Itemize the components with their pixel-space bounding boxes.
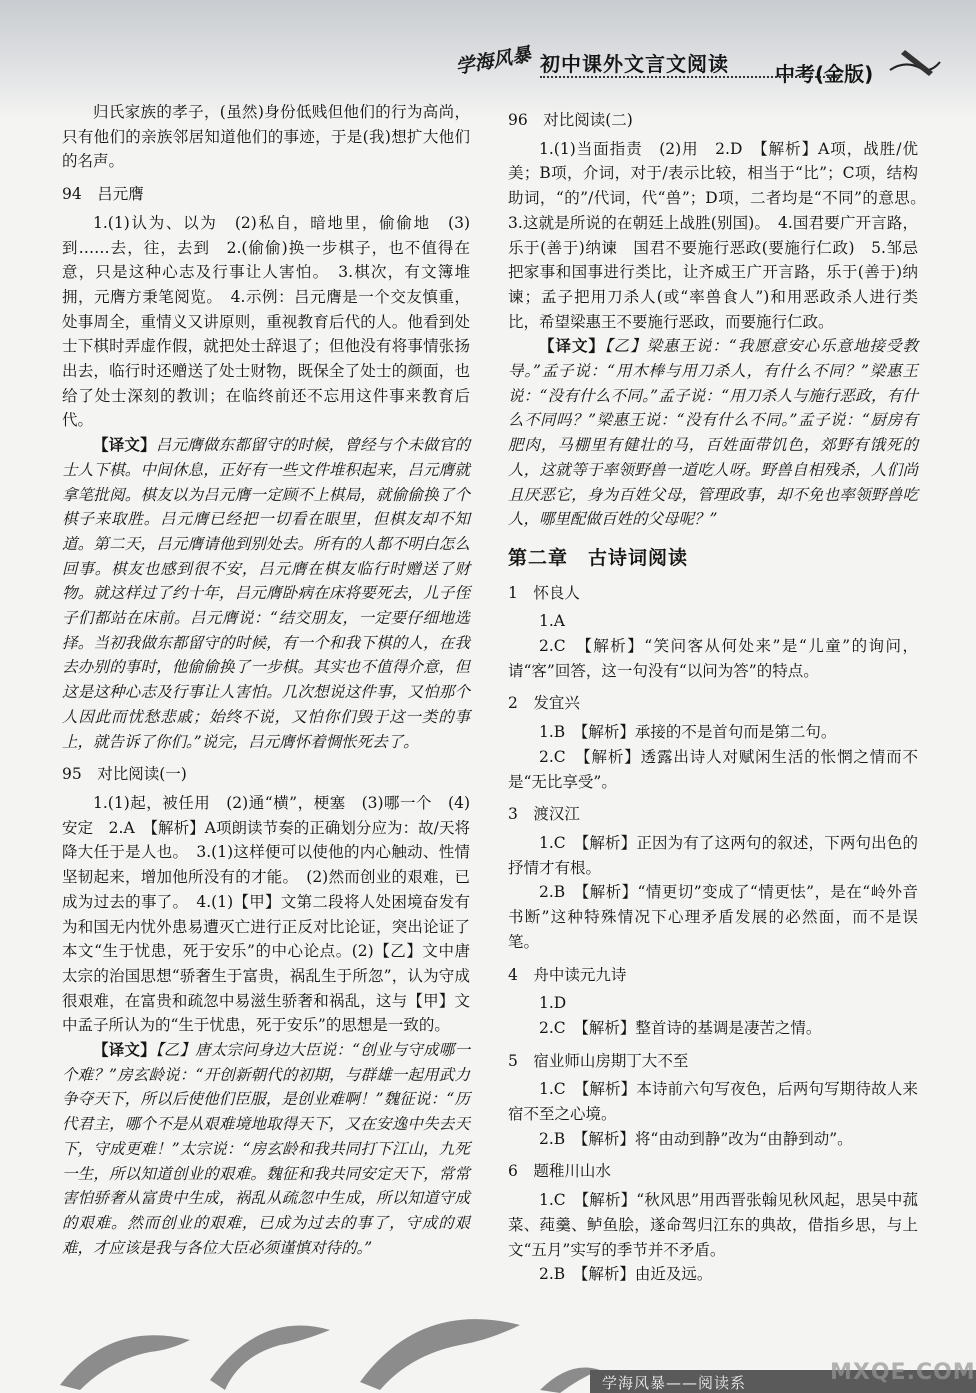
left-column [62,100,470,1260]
edition-label: 中考(金版) [775,62,874,86]
poem-title: 3 渡汉江 [508,805,580,824]
section-95-answers: 1.(1)起，被任用 (2)通“横”，梗塞 (3)哪一个 (4)安定 2.A 【解析】A项朗读节奏的正确划分应为：故/天将降大任于是人也。 3.(1)这样便可以使他的内心触动、性情坚韧起来，增加他所没有的才能。 (2)然而创业的艰难，已成为过去的事了。 4.(1)【甲】文第二段将人处困境奋发有为和国无内忧外患易遭灭亡进行正反对比论证，突出论证了本文“生于忧患，死于安乐”的中心论点。(2)【乙】文中唐太宗的治国思想“骄奢生于富贵，祸乱生于所忽”，认为守成很艰难，在富贵和疏忽中易滋生骄奢和祸乱，这与【甲】文中孟子所认为的“生于忧患，死于安乐”的思想是一致的。 [62,793,470,1035]
section-95-translation [62,1038,470,1260]
poem-answer: 2.C 【解析】透露出诗人对赋闲生活的怅惘之情而不是“无比享受”。 [508,747,918,791]
section-96-title: 96 对比阅读(二) [508,111,633,129]
poem-title: 4 舟中读元九诗 [508,965,627,984]
right-column [508,100,934,1287]
poem-answer: 1.A [539,612,565,631]
section-96-translation [508,334,918,532]
footer-series-text: 学海风暴——阅读系 [602,1374,747,1392]
poem-answer: 1.D [539,994,567,1013]
poem-answer: 1.B 【解析】承接的不是首句而是第二句。 [539,723,837,742]
poem-answer: 2.C 【解析】整首诗的基调是凄苦之情。 [539,1018,822,1037]
dolphin-icon [60,1319,600,1393]
poem-answer: 1.C 【解析】本诗前六句写夜色，后两句写期待故人来宿不至之心境。 [508,1080,918,1124]
poem-answer: 1.C 【解析】正因为有了这两句的叙述，下两句出色的抒情才有根。 [508,833,918,877]
section-96-answers: 1.(1)当面指责 (2)用 2.D 【解析】A项，战胜/优美；B项，介词，对于/表示比较，相当于“比”；C项，结构助词，“的”/代词，代“兽”；D项，二者均是“不同”的意思。 3.这就是所说的在朝廷上战胜(别国)。 4.国君要广开言路，乐于(善于)纳谏 国君不要施行恶政(要施行仁政) 5.邹忌把家事和国事进行类比，让齐威王广开言路，乐于(善于)纳谏；孟子把用刀杀人(或“率兽食人”)和用恶政杀人进行类比，希望梁惠王不要施行恶政，而要施行仁政。 [508,139,934,331]
intro-paragraph: 归氏家族的孝子，(虽然)身份低贱但他们的行为高尚，只有他们的亲族邻居知道他们的事迹，于是(我)想扩大他们的名声。 [62,103,470,171]
series-title: 初中课外文言文阅读 [540,52,729,76]
page-header [455,40,965,88]
chapter-title: 第二章 古诗词阅读 [508,546,689,569]
translation-text: 【乙】唐太宗问身边大臣说：“创业与守成哪一个难？”房玄龄说：“开创新朝代的初期，与群雄一起用武力争夺天下，所以后使他们臣服，是创业难啊！”魏征说：“历代君主，哪个不是从艰难境地取得天下，又在安逸中失去天下，守成更难！”太宗说：“房玄龄和我共同打下江山，九死一生，所以知道创业的艰难。魏征和我共同安定天下，常常害怕骄奢从富贵中生成，祸乱从疏忽中生成，所以知道守成的艰难。然而创业的艰难，已成为过去的事了，守成的艰难，才应该是我与各位大臣必须谨慎对待的。” [62,1041,470,1257]
poem-title: 6 题稚川山水 [508,1162,611,1181]
poem-answer: 2.B 【解析】“情更切”变成了“情更怯”，是在“岭外音书断”这种特殊情况下心理矛盾发展的必然面，而不是误笔。 [508,883,918,951]
translation-tag: 【译文】 [93,1040,156,1060]
translation-tag: 【译文】 [539,336,605,356]
translation-text: 【乙】梁惠王说：“我愿意安心乐意地接受教导。”孟子说：“用木棒与用刀杀人，有什么不同？”梁惠王说：“没有什么不同。”孟子说：“用刀杀人与施行恶政，有什么不同吗？”梁惠王说：“没有什么不同。”孟子说：“厨房有肥肉，马棚里有健壮的马，百姓面带饥色，郊野有饿死的人，这就等于率领野兽一道吃人呀。野兽自相残杀，人们尚且厌恶它，身为百姓父母，管理政事，却不免也率领野兽吃人，哪里配做百姓的父母呢？” [508,337,918,529]
poem-title: 5 宿业师山房期丁大不至 [508,1051,689,1070]
pen-writing-icon [885,40,945,80]
poem-answer: 1.C 【解析】“秋风思”用西晋张翰见秋风起，思吴中菰菜、莼羹、鲈鱼脍，遂命驾归江东的典故，借指乡思，与上文“五月”实写的季节并不矛盾。 [508,1191,918,1259]
poem-title: 2 发宜兴 [508,694,580,713]
section-94-title: 94 吕元膺 [62,185,144,204]
section-94-answers: 1.(1)认为、以为 (2)私自，暗地里，偷偷地 (3)到……去，往，去到 2.(偷偷)换一步棋子，也不值得在意，只是这种心志及行事让人害怕。 3.棋次，有文簿堆拥，元膺方秉笔阅览。 4.示例：吕元膺是一个交友慎重，处事周全，重情义又讲原则，重视教育后代的人。他看到处士下棋时弄虚作假，就把处士辞退了；但他没有将事情张扬出去，临行时还赠送了处士财物，既保全了处士的颜面，也给了处士深刻的教训；在临终前还不忘用这件事来教育后代。 [62,213,470,430]
watermark-text: MXQE.COM [830,1360,976,1385]
poem-title: 1 怀良人 [508,583,580,602]
header-dotted-rule [540,76,840,78]
section-95-title: 95 对比阅读(一) [62,765,187,784]
poem-answer: 2.B 【解析】由近及远。 [539,1265,713,1284]
poem-answer: 2.B 【解析】将“由动到静”改为“由静到动”。 [539,1129,853,1148]
brand-logo: 学海风暴 [453,43,533,79]
poem-answer: 2.C 【解析】“笑问客从何处来”是“儿童”的询问，请“客”回答，这一句没有“以问为答”的特点。 [508,637,918,680]
section-94-translation [62,433,470,754]
translation-text: 吕元膺做东都留守的时候，曾经与个未做官的士人下棋。中间休息，正好有一些文件堆积起来，吕元膺就拿笔批阅。棋友以为吕元膺一定顾不上棋局，就偷偷换了个棋子来取胜。吕元膺已经把一切看在眼里，但棋友却不知道。第二天，吕元膺请他到别处去。所有的人都不明白怎么回事。棋友也感到很不安，吕元膺在棋友临行时赠送了财物。就这样过了约十年，吕元膺卧病在床将要死去，儿子侄子们都站在床前。吕元膺说：“结交朋友，一定要仔细地选择。当初我做东都留守的时候，有一个和我下棋的人，在我去办别的事时，他偷偷换了一步棋。其实也不值得介意，但这是这种心志及行事让人害怕。几次想说这件事，又怕那个人因此而忧愁悲戚；始终不说，又怕你们毁于这一类的事上，就告诉了你们。”说完，吕元膺怀着惆怅死去了。 [62,436,470,751]
translation-tag: 【译文】 [93,435,156,455]
